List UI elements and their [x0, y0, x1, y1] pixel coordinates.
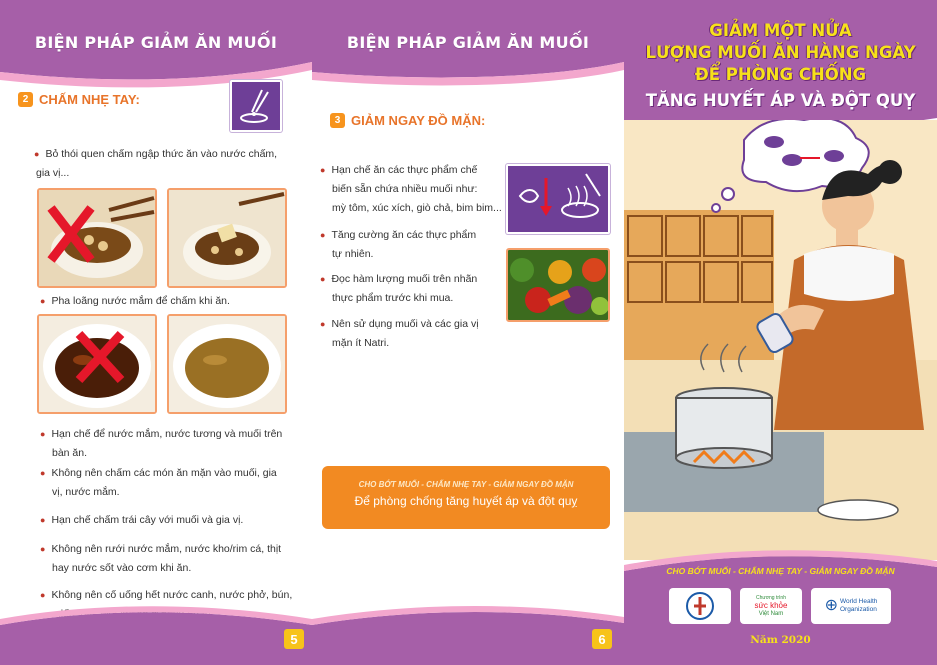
- cover-panel: [624, 0, 937, 665]
- bullet-processed-foods: ● Hạn chế ăn các thực phẩm chế biến sẵn chứa nhiều muối như: mỳ tôm, xúc xích, giò chả, bim bim...: [320, 164, 502, 214]
- section-2-heading: [18, 92, 140, 107]
- bullet-no-dip-salty: ● Không nên chấm các món ăn mặn vào muối, gia vị, nước mắm.: [40, 467, 277, 498]
- section-number: 2: [18, 92, 33, 107]
- page-number: 5: [284, 629, 304, 649]
- panel-header: BIỆN PHÁP GIẢM ĂN MUỐI: [346, 33, 590, 52]
- footer-band: [312, 595, 624, 665]
- photo-fresh-vegetables: [506, 248, 610, 322]
- who-logo: ⊕ World Health Organization: [811, 588, 891, 624]
- bullet-natural-foods: ● Tăng cường ăn các thực phẩm tự nhiên.: [320, 229, 477, 260]
- who-emblem-icon: ⊕: [824, 597, 838, 614]
- page-number: 6: [592, 629, 612, 649]
- moh-emblem-icon: [685, 591, 715, 621]
- bullet-dip-habit: ● Bỏ thói quen chấm ngập thức ăn vào nước chấm, gia vị...: [34, 148, 278, 179]
- page-5-panel: [0, 0, 312, 665]
- bullet-soup-broth: ● Không nên cố uống hết nước canh, nước phở, bún,: [40, 589, 293, 601]
- header-band: [312, 0, 624, 120]
- suc-khoe-viet-nam-logo: Chương trình sức khỏe Việt Nam: [740, 588, 802, 624]
- cover-title-line-1: GIẢM MỘT NỬA: [709, 21, 852, 40]
- photo-fish-sauce-diluted: [167, 314, 287, 414]
- footer-band: [0, 595, 312, 665]
- cover-slogan: CHO BỚT MUỐI - CHẤM NHẸ TAY - GIẢM NGAY ĐỒ MẶN: [666, 566, 895, 576]
- section-number: 3: [330, 113, 345, 128]
- slogan-small: CHO BỚT MUỐI - CHẤM NHẸ TAY - GIẢM NGAY ĐỒ MẶN: [358, 480, 574, 489]
- section-title: GIẢM NGAY ĐỒ MẶN:: [351, 113, 486, 128]
- bullet-limit-table-sauce: ● Hạn chế để nước mắm, nước tương và muối trên bàn ăn.: [40, 428, 283, 459]
- cover-title-sub: TĂNG HUYẾT ÁP VÀ ĐỘT QUỴ: [645, 91, 916, 110]
- photo-fish-sauce-undiluted: [37, 314, 157, 414]
- cooking-woman-illustration: [624, 120, 937, 560]
- moh-logo: [669, 588, 731, 624]
- slogan-banner: [322, 466, 610, 529]
- slogan-main: Để phòng chống tăng huyết áp và đột quỵ: [354, 494, 578, 508]
- page-6-panel: [312, 0, 624, 665]
- caption-dilute-fish-sauce: ● Pha loãng nước mắm để chấm khi ăn.: [40, 295, 230, 307]
- cover-title-line-2: LƯỢNG MUỐI ĂN HÀNG NGÀY: [645, 43, 916, 62]
- publication-year: Năm 2020: [750, 634, 811, 646]
- reduce-processed-food-icon: [506, 164, 610, 234]
- section-title: CHẤM NHẸ TAY:: [39, 92, 140, 107]
- bullet-fruit-salt: ● Hạn chế chấm trái cây với muối và gia vị.: [40, 514, 244, 526]
- section-3-heading: [330, 113, 485, 128]
- photo-dipping-heavy: [37, 188, 157, 288]
- panel-header: BIỆN PHÁP GIẢM ĂN MUỐI: [34, 33, 278, 52]
- bullet-no-pour-sauce: ● Không nên rưới nước mắm, nước kho/rim cá, thịt hay nước sốt vào cơm khi ăn.: [40, 543, 282, 574]
- bullet-low-sodium: ● Nên sử dụng muối và các gia vị mặn ít Natri.: [320, 318, 479, 349]
- photo-dipping-light: [167, 188, 287, 288]
- bullet-read-labels: ● Đọc hàm lượng muối trên nhãn thực phẩm trước khi mua.: [320, 273, 478, 304]
- dipping-spoon-icon: [230, 80, 282, 132]
- cover-title-line-3: ĐỂ PHÒNG CHỐNG: [694, 65, 867, 84]
